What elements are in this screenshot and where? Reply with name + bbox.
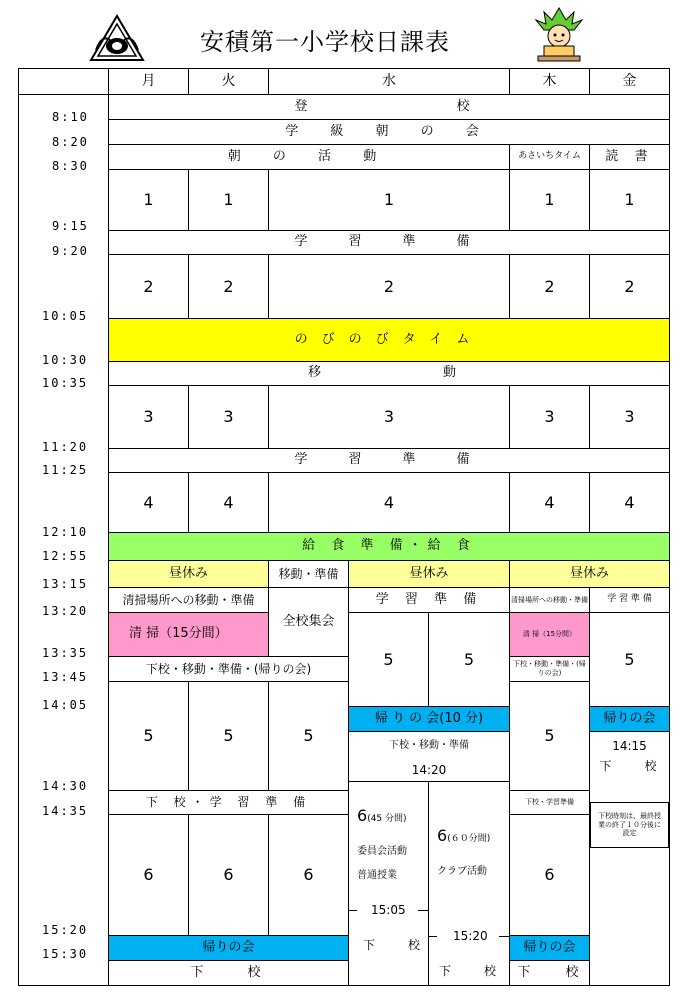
wed-gekou-ido-junbi: 下校・移動・準備 (348, 731, 510, 761)
wed-6b-dash-l (429, 936, 437, 937)
time-label: 8:10 (52, 110, 89, 124)
wed-6a-num: 6 (357, 806, 368, 825)
period-1-tue: 1 (188, 169, 269, 231)
time-label: 11:20 (42, 440, 89, 454)
time-label: 9:15 (52, 219, 89, 233)
header-wed: 水 (268, 68, 510, 95)
period-3-thu: 3 (509, 385, 590, 449)
time-label: 12:10 (42, 525, 89, 539)
wed-6a-min: (45 分間) (367, 814, 407, 824)
time-label: 13:35 (42, 646, 89, 660)
time-label: 14:30 (42, 779, 89, 793)
mtw-kaeri-kai: 帰りの会 (108, 935, 349, 961)
period-3-tue: 3 (188, 385, 269, 449)
mtw-gekou: 下 校 (108, 960, 349, 986)
wed-6b-dash-r (499, 936, 509, 937)
thu-seisou: 清 掃（15分間） (509, 612, 590, 657)
mtw-gekou-gakushu: 下 校・学 習 準 備 (108, 790, 349, 815)
period-5-wed-b: 5 (428, 612, 510, 707)
period-4-fri: 4 (589, 472, 670, 533)
wed-6b-num: 6 (437, 826, 448, 845)
time-label: 13:15 (42, 577, 89, 591)
mascot-icon (532, 6, 586, 64)
header-tue: 火 (188, 68, 269, 95)
time-label: 12:55 (42, 549, 89, 563)
wed-6a-dash-l (349, 910, 357, 911)
hiruyasumi-wed: 昼休み (348, 560, 510, 588)
time-label: 8:30 (52, 159, 89, 173)
fri-gekou-block (589, 731, 670, 986)
header-mon: 月 (108, 68, 189, 95)
time-label: 14:05 (42, 698, 89, 712)
period-4-mon: 4 (108, 472, 189, 533)
period-4-tue: 4 (188, 472, 269, 533)
thu-gekou-ido: 下校・移動・準備・(帰りの会) (509, 656, 590, 682)
period-6-mon: 6 (108, 814, 189, 936)
thu-seisou-ido: 清掃場所への移動・準備 (509, 587, 590, 613)
wed-1420: 14:20 (348, 760, 510, 782)
period-4-wed: 4 (268, 472, 510, 533)
row-asaichi: あさいちタイム (509, 144, 590, 170)
time-label: 10:30 (42, 353, 89, 367)
period-5-thu: 5 (509, 681, 590, 791)
period-2-wed: 2 (268, 254, 510, 319)
row-junbi-1: 学 習 準 備 (108, 230, 670, 255)
header-fri: 金 (589, 68, 670, 95)
period-2-fri: 2 (589, 254, 670, 319)
time-label: 11:25 (42, 463, 89, 477)
page-title: 安積第一小学校日課表 (200, 28, 450, 56)
period-2-tue: 2 (188, 254, 269, 319)
wed-ido-junbi: 移動・準備 (268, 560, 349, 588)
period-5-wed-a: 5 (348, 612, 429, 707)
time-label: 13:20 (42, 604, 89, 618)
wed-kaeri-kai-10: 帰 り の 会(10 分) (348, 706, 510, 732)
period-2-mon: 2 (108, 254, 189, 319)
row-ido: 移 動 (108, 361, 670, 386)
mt-seisou-ido: 清掃場所への移動・準備 (108, 587, 269, 613)
wed-gakushu-junbi: 学 習 準 備 (348, 587, 510, 613)
period-6-tue: 6 (188, 814, 269, 936)
wed-6b-gekou: 下 校 (439, 964, 500, 978)
wed-6a (348, 781, 429, 986)
period-2-thu: 2 (509, 254, 590, 319)
header-thu: 木 (509, 68, 590, 95)
fri-gakushu-junbi: 学 習 準 備 (589, 587, 670, 613)
period-1-wed: 1 (268, 169, 510, 231)
wed-6a-dash-r (418, 910, 428, 911)
hiruyasumi-mon-tue: 昼休み (108, 560, 269, 588)
fri-gekou: 下 校 (599, 759, 660, 773)
thu-gekou: 下 校 (509, 960, 590, 986)
period-1-mon: 1 (108, 169, 189, 231)
thu-gekou-gakushu: 下校・学習準備 (509, 790, 590, 815)
row-kyushoku: 給 食 準 備・給 食 (108, 532, 670, 561)
wed-6a-1505: 15:05 (371, 903, 406, 917)
period-3-fri: 3 (589, 385, 670, 449)
wed-6a-gekou: 下 校 (363, 938, 424, 952)
time-label: 10:05 (42, 309, 89, 323)
time-label: 13:45 (42, 670, 89, 684)
period-5-fri: 5 (589, 612, 670, 707)
period-6-thu: 6 (509, 814, 590, 936)
period-1-thu: 1 (509, 169, 590, 231)
time-label: 10:35 (42, 376, 89, 390)
wed-6b-1520: 15:20 (453, 929, 488, 943)
period-1-fri: 1 (589, 169, 670, 231)
header-blank (18, 68, 109, 95)
row-asa-katsudo: 朝 の 活 動 (108, 144, 510, 170)
fri-note: 下校時刻は、最終授業の終了１０分後に設定 (590, 802, 669, 848)
wed-6b (428, 781, 510, 986)
thu-kaeri-kai: 帰りの会 (509, 935, 590, 961)
mt-seisou: 清 掃（15分間） (108, 612, 269, 657)
wed-6a-iinkai: 委員会活動 (357, 846, 407, 857)
period-5-wed-left: 5 (268, 681, 349, 791)
period-5-tue: 5 (188, 681, 269, 791)
wed-6a-futsu: 普通授業 (357, 870, 397, 881)
fri-kaeri-kai: 帰りの会 (589, 706, 670, 732)
period-3-mon: 3 (108, 385, 189, 449)
row-dokusho: 読 書 (589, 144, 670, 170)
row-asa-kai: 学 級 朝 の 会 (108, 119, 670, 145)
row-nobinobi: のびのびタイム (108, 318, 670, 362)
school-emblem-icon (88, 14, 146, 64)
row-junbi-2: 学 習 準 備 (108, 448, 670, 473)
wed-6b-club: クラブ活動 (437, 866, 487, 877)
time-label: 14:35 (42, 804, 89, 818)
time-label: 15:20 (42, 923, 89, 937)
time-label: 9:20 (52, 244, 89, 258)
period-4-thu: 4 (509, 472, 590, 533)
mtw-gekou-ido-kai: 下校・移動・準備・(帰りの会) (108, 656, 349, 682)
period-6-wed-left: 6 (268, 814, 349, 936)
hiruyasumi-thu-fri: 昼休み (509, 560, 670, 588)
wed-zenko: 全校集会 (268, 587, 349, 657)
time-label: 8:20 (52, 135, 89, 149)
row-toko: 登 校 (108, 94, 670, 120)
period-3-wed: 3 (268, 385, 510, 449)
wed-6b-min: (６０分間) (447, 834, 491, 844)
time-label: 15:30 (42, 947, 89, 961)
fri-1415: 14:15 (612, 739, 647, 753)
period-5-mon: 5 (108, 681, 189, 791)
